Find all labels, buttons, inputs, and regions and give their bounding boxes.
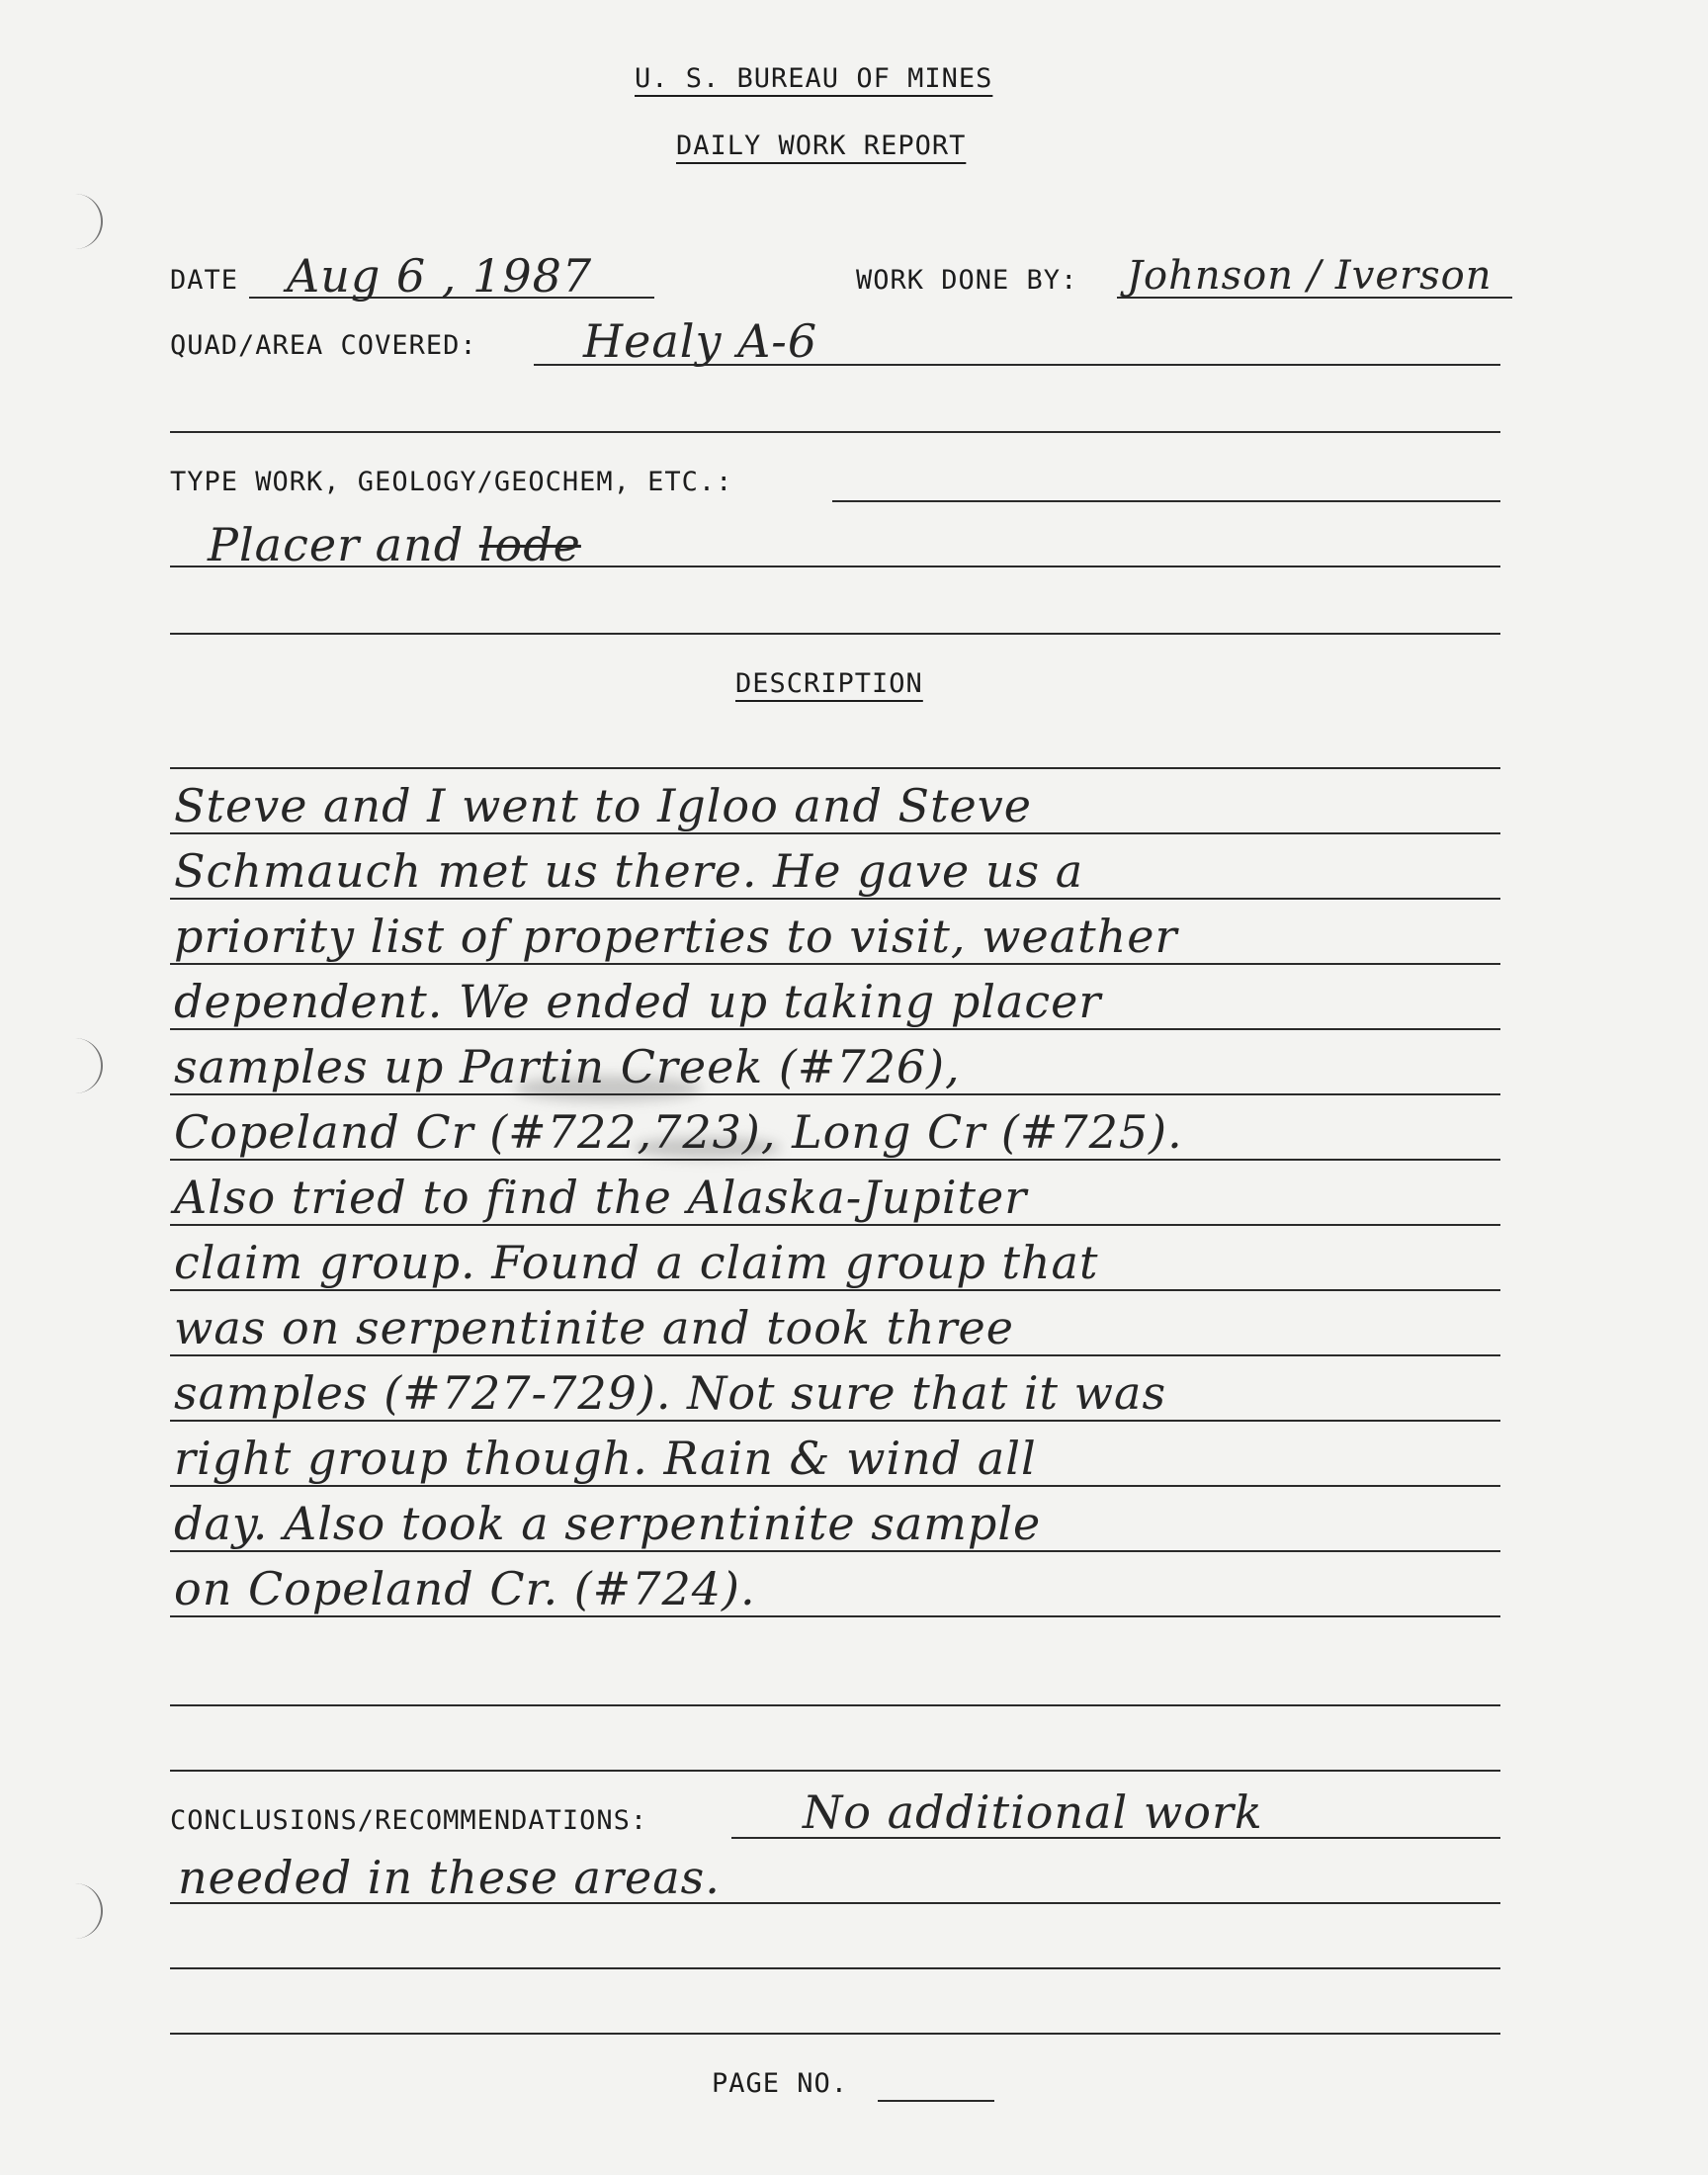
description-line: was on serpentinite and took three xyxy=(174,1301,1014,1354)
type-work-value-prefix: Placer and xyxy=(208,518,465,571)
conclusions-label: CONCLUSIONS/RECOMMENDATIONS: xyxy=(170,1805,648,1836)
description-line: priority list of properties to visit, weather xyxy=(174,910,1178,963)
description-line: day. Also took a serpentinite sample xyxy=(174,1497,1042,1550)
date-value: Aug 6 , 1987 xyxy=(287,249,593,303)
description-rule xyxy=(170,832,1500,834)
description-line-blank xyxy=(170,1704,1500,1706)
description-line: on Copeland Cr. (#724). xyxy=(174,1562,756,1615)
agency-title: U. S. BUREAU OF MINES xyxy=(635,63,993,94)
description-line: samples (#727-729). Not sure that it was xyxy=(174,1366,1167,1420)
description-rule xyxy=(170,1485,1500,1487)
type-work-line xyxy=(832,500,1500,502)
conclusions-line-1: No additional work xyxy=(803,1785,1263,1839)
description-line: claim group. Found a claim group that xyxy=(174,1236,1099,1289)
type-work-label: TYPE WORK, GEOLOGY/GEOCHEM, ETC.: xyxy=(170,467,733,497)
description-line-blank xyxy=(170,1770,1500,1772)
binder-hole-top xyxy=(75,194,103,249)
description-line: Also tried to find the Alaska-Jupiter xyxy=(174,1171,1028,1224)
work-done-by-label: WORK DONE BY: xyxy=(856,265,1078,296)
conclusions-line-2: needed in these areas. xyxy=(178,1851,721,1904)
description-rule xyxy=(170,1420,1500,1422)
description-rule xyxy=(170,1159,1500,1161)
work-done-by-value: Johnson / Iverson xyxy=(1127,253,1493,299)
description-rule xyxy=(170,1028,1500,1030)
description-rule xyxy=(170,1354,1500,1356)
page-no-label: PAGE NO. xyxy=(712,2068,849,2099)
description-rule xyxy=(170,1224,1500,1226)
description-rule xyxy=(170,1615,1500,1617)
description-rule xyxy=(170,1550,1500,1552)
type-work-value-struck: lode xyxy=(478,518,581,571)
description-rule xyxy=(170,898,1500,900)
description-heading: DESCRIPTION xyxy=(735,668,923,699)
description-line: Steve and I went to Igloo and Steve xyxy=(174,779,1032,832)
description-rule xyxy=(170,963,1500,965)
quad-label: QUAD/AREA COVERED: xyxy=(170,330,477,361)
binder-hole-bottom xyxy=(75,1883,103,1939)
description-line: samples up Partin Creek (#726), xyxy=(174,1040,961,1093)
description-line: Schmauch met us there. He gave us a xyxy=(174,844,1084,898)
description-line: right group though. Rain & wind all xyxy=(174,1432,1037,1485)
quad-extra-line xyxy=(170,431,1500,433)
description-line: Copeland Cr (#722,723), Long Cr (#725). xyxy=(174,1105,1183,1159)
type-work-value xyxy=(208,518,581,571)
binder-hole-middle xyxy=(75,1038,103,1093)
quad-value: Healy A-6 xyxy=(583,314,818,368)
description-rule xyxy=(170,1289,1500,1291)
date-label: DATE xyxy=(170,265,239,296)
description-line-blank xyxy=(170,767,1500,769)
type-work-line-3 xyxy=(170,633,1500,635)
report-title: DAILY WORK REPORT xyxy=(676,130,967,161)
conclusions-line-blank xyxy=(170,1967,1500,1969)
page-no-line xyxy=(878,2100,994,2102)
description-rule xyxy=(170,1093,1500,1095)
description-line: dependent. We ended up taking placer xyxy=(174,975,1102,1028)
conclusions-line-blank xyxy=(170,2033,1500,2035)
